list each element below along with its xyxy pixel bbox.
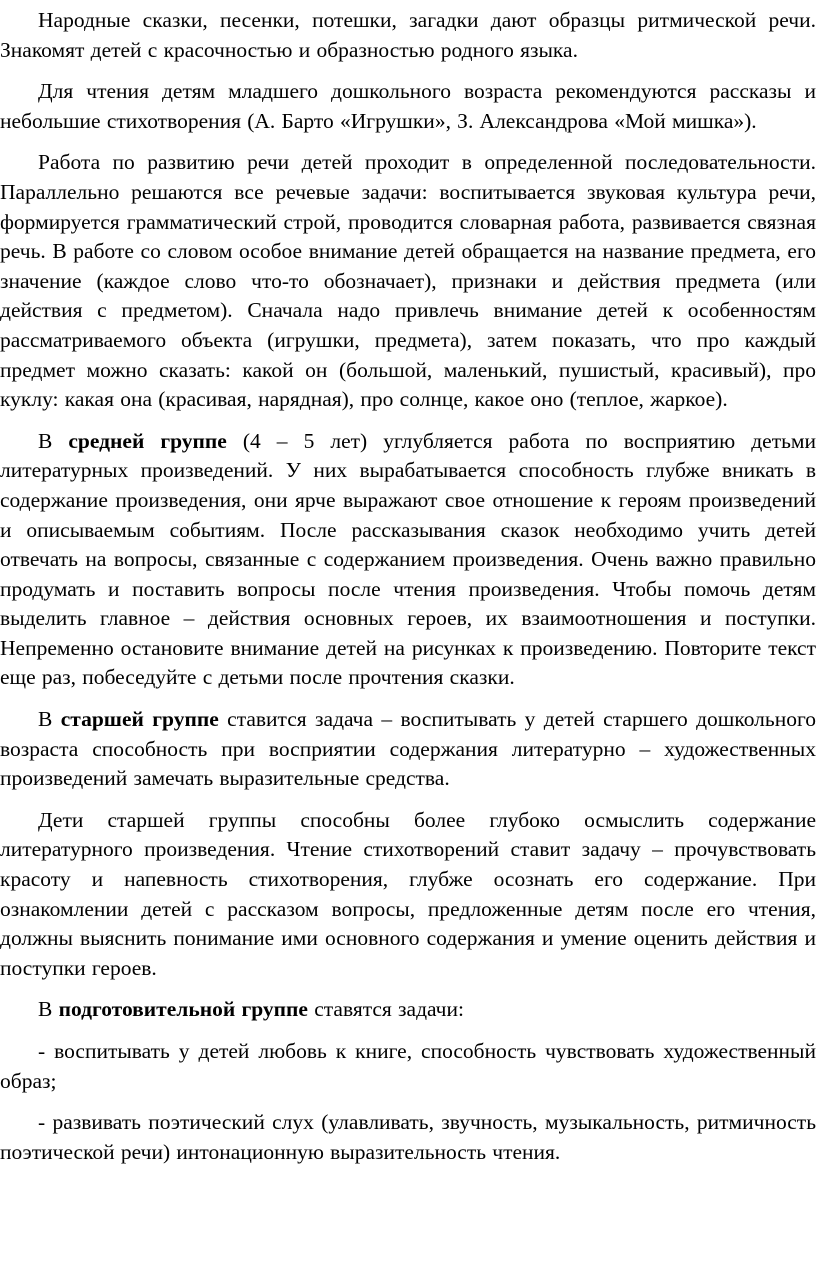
paragraph (0, 148, 816, 414)
text-run-bold: старшей группе (60, 707, 219, 732)
document-body (0, 6, 816, 1167)
text-run-bold: средней группе (68, 428, 227, 453)
text-run-bold: подготовительной группе (58, 997, 308, 1022)
text-run: - развивать поэтический слух (улавливать, звучность, музыкальность, ритмичность поэтической речи) интонационную выразительность чтения. (0, 1110, 816, 1164)
text-run: В (38, 428, 69, 453)
paragraph (0, 77, 816, 136)
text-run: ставится задача – воспитывать у детей старшего дошкольного возраста способность при восприятии содержания литературно – художественных произведений замечать выразительные средства. (0, 707, 816, 791)
text-run: - воспитывать у детей любовь к книге, способность чувствовать художественный образ; (0, 1039, 816, 1093)
text-run: Для чтения детям младшего дошкольного возраста рекомендуются рассказы и небольшие стихотворения (А. Барто «Игрушки», З. Александрова «Мой мишка»). (0, 79, 816, 133)
paragraph (0, 806, 816, 984)
text-run: Дети старшей группы способны более глубоко осмыслить содержание литературного произведения. Чтение стихотворений ставит задачу – прочувствовать красоту и напевность стихотворения, глубже осознать его содержание. При ознакомлении детей с рассказом вопросы, предложенные детям после его чтения, должны выяснить понимание ими основного содержания и умение оценить действия и поступки героев. (0, 807, 816, 980)
paragraph (0, 6, 816, 65)
text-run: Работа по развитию речи детей проходит в определенной последовательности. Параллельно решаются все речевые задачи: воспитывается звуковая культура речи, формируется грамматический строй, проводится словарная работа, развивается связная речь. В работе со словом особое внимание детей обращается на название предмета, его значение (каждое слово что-то обозначает), признаки и действия предмета (или действия с предметом). Сначала надо привлечь внимание детей к особенностям рассматриваемого объекта (игрушки, предмета), затем показать, что про каждый предмет можно сказать: какой он (большой, маленький, пушистый, красивый), про куклу: какая она (красивая, нарядная), про солнце, какое оно (теплое, жаркое). (0, 150, 816, 412)
paragraph (0, 1037, 816, 1096)
paragraph (0, 1108, 816, 1167)
text-run: В (38, 997, 59, 1022)
text-run: ставятся задачи: (307, 997, 464, 1022)
paragraph (0, 705, 816, 794)
paragraph (0, 995, 816, 1025)
text-run: Народные сказки, песенки, потешки, загадки дают образцы ритмической речи. Знакомят детей с красочностью и образностью родного языка. (0, 8, 816, 62)
text-run: В (38, 707, 61, 732)
paragraph (0, 427, 816, 693)
text-run: (4 – 5 лет) углубляется работа по восприятию детьми литературных произведений. У них вырабатывается способность глубже вникать в содержание произведения, они ярче выражают свое отношение к героям произведений и описываемым событиям. После рассказывания сказок необходимо учить детей отвечать на вопросы, связанные с содержанием произведения. Очень важно правильно продумать и поставить вопросы после чтения произведения. Чтобы помочь детям выделить главное – действия основных героев, их взаимоотношения и поступки. Непременно остановите внимание детей на рисунках к произведению. Повторите текст еще раз, побеседуйте с детьми после прочтения сказки. (0, 428, 816, 690)
